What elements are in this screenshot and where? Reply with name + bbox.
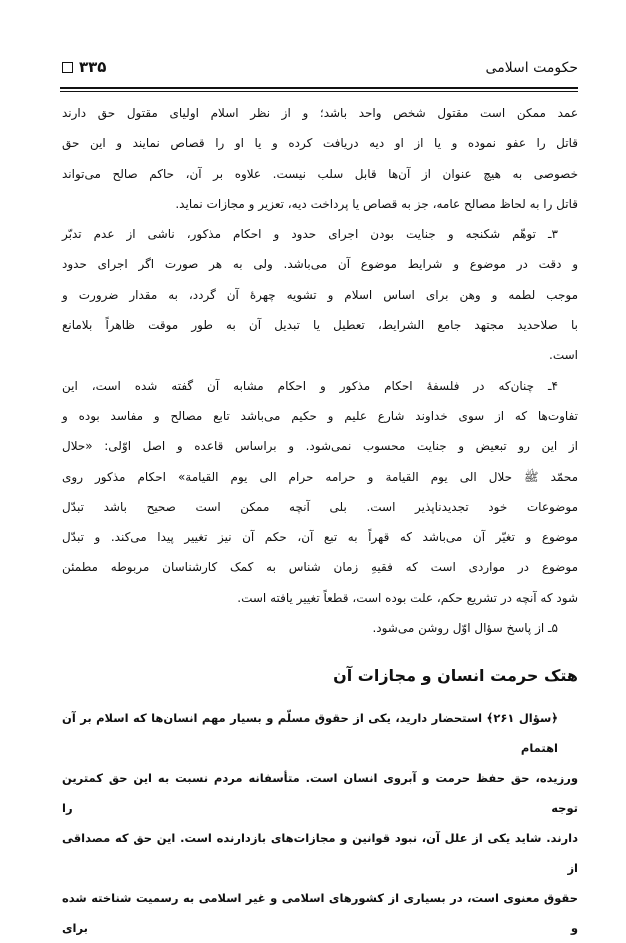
header-rule-thick xyxy=(60,87,578,89)
text-line: محمّد ﷺ حلال الی یوم القیامة و حرامه حرام الی یوم القیامة» احکام مذکور روی xyxy=(62,469,578,484)
page-number: ۳۳۵ xyxy=(79,58,107,76)
text-line: شود که آنچه در تشریع حکم، علت بوده است، قطعاً تغییر یافته است. xyxy=(237,590,578,605)
paragraph-5 xyxy=(62,613,578,643)
running-header xyxy=(60,58,578,82)
text-line: ۳ـ توهّم شکنجه و جنایت بودن اجرای حدود و احکام مذکور، ناشی از عدم تدبّر xyxy=(62,227,558,242)
header-rule-thin xyxy=(60,91,578,92)
text-line: ۵ـ از پاسخ سؤال اوّل روشن می‌شود. xyxy=(372,621,558,636)
text-line: ورزیده، حق حفظ حرمت و آبروی انسان است. متأسفانه مردم نسبت به این حق کمترین توجه را xyxy=(62,771,578,815)
text-line: است. xyxy=(549,348,578,363)
text-line: قاتل را به لحاظ مصالح عامه، جز به قصاص یا پرداخت دیه، تعزیر و مجازات نماید. xyxy=(175,196,578,211)
text-line: و دقت در موضوع و شرایط موضوع آن می‌باشد. ولی به هر صورت اگر اجرای حدود xyxy=(62,257,578,272)
text-line: قاتل را عفو نموده و یا از او دیه دریافت کرده و یا او را قصاص نمایند و این حق xyxy=(62,136,578,151)
text-line: از این رو تبعیض و جنایت محسوب نمی‌شود. و براساس قاعده و اصل اوّلی: «حلال xyxy=(62,439,578,454)
text-line: موجب لطمه و وهن برای اساس اسلام و تشویه چهرهٔ آن گردد، به مقدار ضرورت و xyxy=(62,287,578,302)
body-text xyxy=(62,98,578,643)
text-line: ﴿سؤال ۲۶۱﴾ استحضار دارید، یکی از حقوق مسلّم و بسیار مهم انسان‌ها که اسلام بر آن اهتمام xyxy=(62,711,558,755)
text-line: با صلاحدید مجتهد جامع الشرایط، تعطیل یا تبدیل آن به طور موقت ظاهراً بلامانع xyxy=(62,318,578,333)
text-line: حقوق معنوی است، در بسیاری از کشورهای اسلامی و غیر اسلامی به رسمیت شناخته شده و برای xyxy=(62,891,578,935)
running-title: حکومت اسلامی xyxy=(485,60,578,76)
text-line: موضوع و تغیّر آن می‌باشد که قهراً به تبع آن، حکم آن نیز تغییر پیدا می‌کند. و تبدّل xyxy=(62,530,578,545)
paragraph-1 xyxy=(62,98,578,219)
page-number-group xyxy=(62,58,106,76)
text-line: موضوعات خود تجدیدناپذیر است. بلی آنچه ممکن است صحیح باشد تبدّل xyxy=(62,499,578,514)
paragraph-4 xyxy=(62,371,578,613)
text-line: تفاوت‌ها که از سوی خداوند شارع علیم و حکیم می‌باشد تابع مصالح و مفاسد بوده و xyxy=(62,408,578,423)
section-heading: هتک حرمت انسان و مجازات آن xyxy=(333,666,578,685)
text-line: موضوع در مواردی است که فقیهِ زمان شناس به کمک کارشناسان مربوطه مطمئن xyxy=(62,560,578,575)
text-line: عمد ممکن است مقتول شخص واحد باشد؛ و از نظر اسلام اولیای مقتول حق دارند xyxy=(62,106,578,120)
question-paragraph xyxy=(62,703,578,943)
paragraph-3 xyxy=(62,219,578,370)
text-line: ۴ـ چنان‌که در فلسفهٔ احکام مذکور و احکام مشابه آن گفته شده است، این xyxy=(62,378,558,393)
square-bullet-icon xyxy=(62,62,73,73)
text-line: خصوصی به هیچ عنوان از آن‌ها قابل سلب نیست. علاوه بر آن، حاکم صالح می‌تواند xyxy=(62,166,578,181)
text-line: دارند. شاید یکی از علل آن، نبود قوانین و مجازات‌های بازدارنده است. این حق که مصداقی از xyxy=(62,831,578,875)
